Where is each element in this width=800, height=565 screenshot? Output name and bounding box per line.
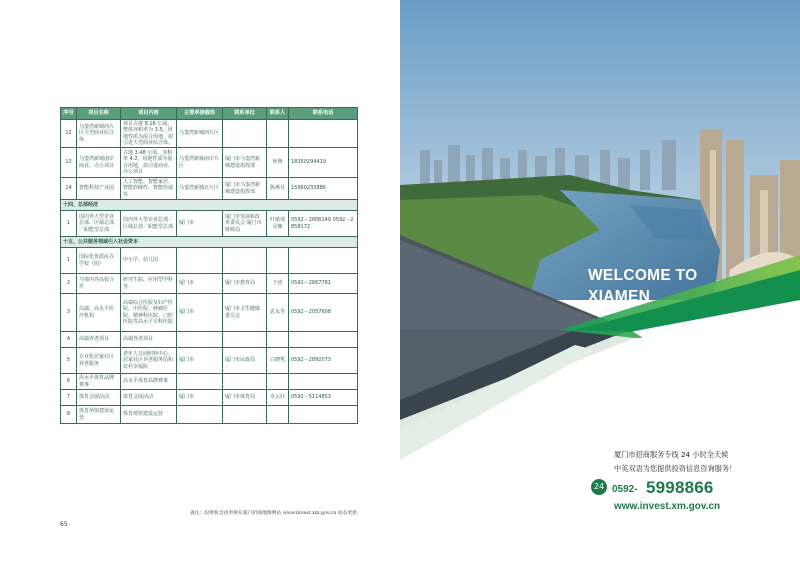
- cell-content: 中小学、幼儿园: [121, 248, 177, 274]
- cell-no: 12: [61, 120, 77, 148]
- page-number: 65: [60, 521, 68, 528]
- table-header-row: [61, 108, 358, 120]
- section-row: [61, 200, 358, 211]
- cell-no: 4: [61, 332, 77, 348]
- column-header: 联系单位: [223, 108, 267, 120]
- cell-carrier: [177, 374, 223, 390]
- column-header: 联系电话: [289, 108, 358, 120]
- cell-content: 高水平体育品牌赛事: [121, 374, 177, 390]
- cell-carrier: 厦门市: [177, 211, 223, 237]
- cell-carrier: [177, 248, 223, 274]
- table-row: [61, 248, 358, 274]
- table-row: [61, 348, 358, 374]
- table-row: [61, 120, 358, 148]
- column-header: 主要承接载体: [177, 108, 223, 120]
- hotline-text-1: 厦门市招商服务专线 24 小时全天候: [614, 450, 729, 459]
- column-header: 序号: [61, 108, 77, 120]
- cell-phone: 15960233886: [289, 178, 358, 200]
- cell-contact: [267, 248, 289, 274]
- cell-name: 专业化居家社区养老服务: [77, 348, 121, 374]
- cell-phone: 0592－5114853: [289, 390, 358, 406]
- cell-phone: 0592－2057608: [289, 294, 358, 332]
- cell-carrier: 厦门市: [177, 274, 223, 294]
- cell-no: 1: [61, 248, 77, 274]
- table-row: [61, 332, 358, 348]
- phone-prefix: 0592-: [612, 484, 638, 495]
- cell-carrier: 厦门市: [177, 348, 223, 374]
- cell-phone: [289, 120, 358, 148]
- cell-no: 2: [61, 274, 77, 294]
- cell-content: 人工智能、智能家居、智能软硬件、智能终端等: [121, 178, 177, 200]
- cell-phone: 0592－2892073: [289, 348, 358, 374]
- section-title: 十四、总部经济: [61, 200, 358, 211]
- cell-unit: 厦门市体育局: [223, 390, 267, 406]
- cell-name: 高端、高水平医疗机构: [77, 294, 121, 332]
- welcome-line-1: WELCOME TO: [588, 267, 698, 284]
- cell-content: 国内外大型企业总部／区域总部／职能型总部: [121, 211, 177, 237]
- cell-carrier: [177, 406, 223, 424]
- table-row: [61, 211, 358, 237]
- project-table: [60, 107, 358, 424]
- welcome-line-2: XIAMEN: [588, 288, 651, 305]
- cell-no: 7: [61, 390, 77, 406]
- table-row: [61, 148, 358, 178]
- cell-contact: 袁永寿: [267, 294, 289, 332]
- cell-contact: 叶敏琦 吴慷: [267, 211, 289, 237]
- cell-name: 马銮湾新城西片区大型商业综合体: [77, 120, 121, 148]
- cell-name: 智能科技产业园: [77, 178, 121, 200]
- cell-unit: [223, 332, 267, 348]
- cell-unit: 厦门市教育局: [223, 274, 267, 294]
- cell-name: 国际化优质民办学校（园）: [77, 248, 121, 274]
- cell-carrier: 马銮湾新城西片区: [177, 120, 223, 148]
- cell-name: 与境内外高校合作: [77, 274, 121, 294]
- table-row: [61, 390, 358, 406]
- cell-phone: 0592－2867781: [289, 274, 358, 294]
- cell-contact: [267, 374, 289, 390]
- cell-content: 研究生院、应用型学科等: [121, 274, 177, 294]
- column-header: 联系人: [267, 108, 289, 120]
- table-row: [61, 406, 358, 424]
- cell-name: 体育会展活动: [77, 390, 121, 406]
- cell-contact: 何燕: [267, 148, 289, 178]
- cell-unit: 厦门市卫生健康委员会: [223, 294, 267, 332]
- cell-content: 占地 3.48 公顷，容积率 4.2，用地性质为混合用地，拟引进商业、办公项目: [121, 148, 177, 178]
- cell-carrier: [177, 332, 223, 348]
- cell-no: 14: [61, 178, 77, 200]
- section-title: 十五、公共服务领域引入社会资本: [61, 237, 358, 248]
- cell-unit: [223, 374, 267, 390]
- cell-content: 老年人日间照料中心、居家社区养老服务站和农村幸福院: [121, 348, 177, 374]
- cell-name: 马銮湾新城南岸商业、办公项目: [77, 148, 121, 178]
- right-page: [400, 0, 800, 565]
- cell-phone: [289, 248, 358, 274]
- cell-contact: 卓云妤: [267, 390, 289, 406]
- footnote: 备注：投资机会清单将在厦门招商地图网站 www.invest.xm.gov.cn 动态更新: [190, 511, 357, 516]
- cell-carrier: 厦门市: [177, 294, 223, 332]
- phone-number[interactable]: 5998866: [646, 478, 714, 497]
- cell-no: 5: [61, 348, 77, 374]
- cell-name: 国内外大型企业总部／区域总部／职能型总部: [77, 211, 121, 237]
- table-row: [61, 294, 358, 332]
- cell-carrier: 马銮湾新城北片区: [177, 178, 223, 200]
- table-row: [61, 178, 358, 200]
- phone-24h-icon: 24: [591, 479, 607, 495]
- cell-phone: 18350294419: [289, 148, 358, 178]
- cell-name: 高端养老项目: [77, 332, 121, 348]
- column-header: 项目内容: [121, 108, 177, 120]
- cell-no: 3: [61, 294, 77, 332]
- cell-unit: 厦门市马銮湾新城建设指挥部: [223, 148, 267, 178]
- cell-phone: [289, 374, 358, 390]
- cell-unit: [223, 406, 267, 424]
- section-row: [61, 237, 358, 248]
- website-link[interactable]: www.invest.xm.gov.cn: [614, 501, 721, 512]
- cell-carrier: 厦门市: [177, 390, 223, 406]
- cell-carrier: 马銮湾新城南岸片区: [177, 148, 223, 178]
- welcome-heading: [588, 265, 698, 307]
- table-body: [61, 120, 358, 424]
- cell-phone: [289, 406, 358, 424]
- cell-name: 体育场馆建设运营: [77, 406, 121, 424]
- cell-content: 高端养老项目: [121, 332, 177, 348]
- cell-content: 高端综合医院及妇产医院、中医院、肿瘤医院、精神科医院、口腔医院等高水平专科医院: [121, 294, 177, 332]
- cell-name: 高水平体育品牌赛事: [77, 374, 121, 390]
- cell-content: 项目占地 8.16 公顷，整体容积率为 3.5，用地性质为混合用地，拟引进大型商业综合体。: [121, 120, 177, 148]
- cell-contact: 白晓隽: [267, 348, 289, 374]
- cell-contact: 陈燕芬: [267, 178, 289, 200]
- cell-contact: [267, 332, 289, 348]
- cell-unit: 厦门市发展和改革委员会 厦门市财政局: [223, 211, 267, 237]
- cell-contact: [267, 120, 289, 148]
- cell-content: 体育场馆建设运营: [121, 406, 177, 424]
- table-row: [61, 274, 358, 294]
- cell-unit: [223, 248, 267, 274]
- cell-unit: 厦门市民政局: [223, 348, 267, 374]
- cell-no: 8: [61, 406, 77, 424]
- cell-phone: 0592－2806149 0592－2858172: [289, 211, 358, 237]
- cell-contact: [267, 406, 289, 424]
- cell-no: 13: [61, 148, 77, 178]
- table-row: [61, 374, 358, 390]
- cell-contact: 于涛: [267, 274, 289, 294]
- cell-no: 6: [61, 374, 77, 390]
- cell-content: 体育会展活动: [121, 390, 177, 406]
- hotline-text-2: 中英双语为您提供投资信息咨询服务！: [614, 464, 737, 473]
- cell-unit: 厦门市马銮湾新城建设指挥部: [223, 178, 267, 200]
- cell-phone: [289, 332, 358, 348]
- cell-no: 1: [61, 211, 77, 237]
- column-header: 项目名称: [77, 108, 121, 120]
- cell-unit: [223, 120, 267, 148]
